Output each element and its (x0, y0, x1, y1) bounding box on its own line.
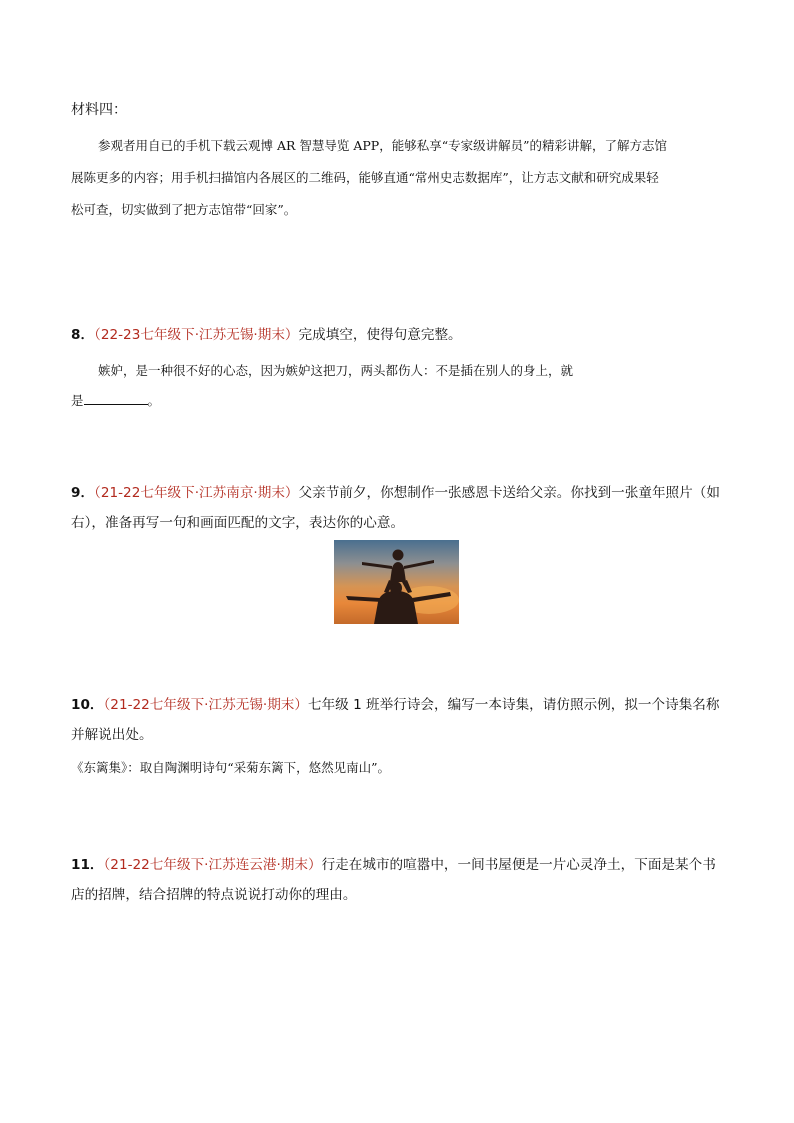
silhouette-illustration (334, 540, 459, 624)
question-10-stem-line-2: 并解说出处。 (71, 727, 153, 743)
question-8-body-line-2 (71, 386, 723, 416)
question-11 (71, 850, 723, 910)
question-number: 9． (71, 485, 95, 501)
question-8 (71, 320, 723, 416)
answer-blank[interactable] (84, 390, 148, 405)
question-10-example: 《东篱集》：取自陶渊明诗句“采菊东篱下，悠然见南山”。 (71, 760, 391, 775)
question-8-body-line-1: 嫉妒，是一种很不好的心态，因为嫉妒这把刀，两头都伤人：不是插在别人的身上，就 (98, 363, 574, 378)
question-text-line-1: 七年级 1 班举行诗会，编写一本诗集，请仿照示例，拟一个诗集名称 (307, 697, 720, 713)
material-line-3: 松可查，切实做到了把方志馆带“回家”。 (71, 202, 297, 217)
material-line-1: 参观者用自已的手机下载云观博 AR 智慧导览 APP，能够私享“专家级讲解员”的精彩讲解，了解方志馆 (98, 138, 667, 153)
question-source: （21-22七年级下·江苏连云港·期末） (103, 857, 322, 873)
question-source: （21-22七年级下·江苏无锡·期末） (103, 697, 308, 713)
body-prefix: 是 (71, 393, 84, 408)
question-10-stem-line-1 (71, 690, 723, 720)
question-number: 8． (71, 327, 95, 343)
material-line-2: 展陈更多的内容；用手机扫描馆内各展区的二维码，能够直通“常州史志数据库”，让方志文献和研究成果轻 (71, 170, 659, 185)
question-number: 11． (71, 857, 104, 873)
question-10 (71, 690, 723, 780)
question-number: 10． (71, 697, 104, 713)
material-four (71, 100, 723, 226)
question-11-stem-line-1 (71, 850, 723, 880)
question-text-line-1: 父亲节前夕，你想制作一张感恩卡送给父亲。你找到一张童年照片（如 (298, 485, 720, 501)
question-11-stem-line-2: 店的招牌，结合招牌的特点说说打动你的理由。 (71, 887, 357, 903)
question-9-stem-line-1 (71, 478, 723, 508)
question-8-stem (71, 320, 723, 350)
question-text-line-1: 行走在城市的喧嚣中，一间书屋便是一片心灵净土，下面是某个书 (321, 857, 716, 873)
material-label: 材料四： (71, 102, 127, 118)
question-9 (71, 478, 723, 538)
question-9-stem-line-2: 右），准备再写一句和画面匹配的文字，表达你的心意。 (71, 515, 405, 531)
question-text: 完成填空，使得句意完整。 (298, 327, 462, 343)
question-source: （22-23七年级下·江苏无锡·期末） (94, 327, 299, 343)
body-suffix: 。 (147, 393, 161, 408)
childhood-photo (334, 540, 459, 624)
question-source: （21-22七年级下·江苏南京·期末） (94, 485, 299, 501)
